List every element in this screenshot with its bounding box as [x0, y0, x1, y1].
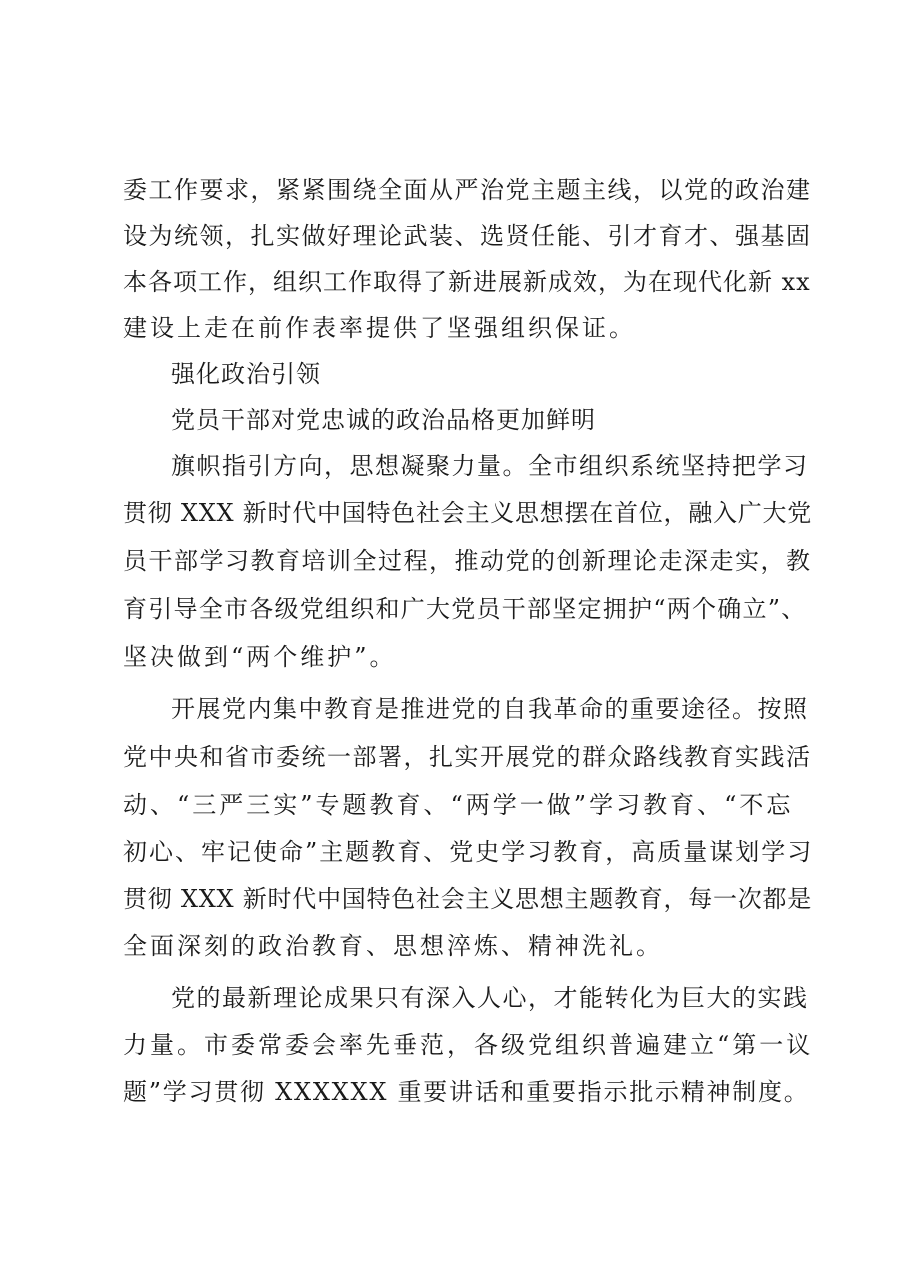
paragraph-line: 设为统领，扎实做好理论武装、选贤任能、引才育才、强基固 [123, 222, 812, 250]
paragraph-line: 员干部学习教育培训全过程，推动党的创新理论走深走实，教 [123, 547, 812, 575]
section-heading: 强化政治引领 [171, 360, 321, 388]
paragraph-line: 动、“三严三实”专题教育、“两学一做”学习教育、“不忘 [123, 791, 794, 819]
paragraph-line: 党中央和省市委统一部署，扎实开展党的群众路线教育实践活 [123, 743, 812, 771]
paragraph-line: 开展党内集中教育是推进党的自我革命的重要途径。按照 [171, 695, 809, 723]
paragraph-line: 本各项工作，组织工作取得了新进展新成效，为在现代化新 xx [123, 268, 811, 296]
paragraph-line: 建设上走在前作表率提供了坚强组织保证。 [123, 314, 636, 342]
paragraph-line: 题”学习贯彻 XXXXXX 重要讲话和重要指示批示精神制度。 [123, 1078, 810, 1106]
paragraph-line: 育引导全市各级党组织和广大党员干部坚定拥护“两个确立”、 [123, 595, 807, 623]
paragraph-line: 全面深刻的政治教育、思想淬炼、精神洗礼。 [123, 932, 663, 960]
paragraph-line: 党的最新理论成果只有深入人心，才能转化为巨大的实践 [171, 984, 809, 1012]
paragraph-line: 旗帜指引方向，思想凝聚力量。全市组织系统坚持把学习 [171, 452, 809, 480]
section-subheading: 党员干部对党忠诚的政治品格更加鲜明 [171, 406, 596, 434]
paragraph-line: 初心、牢记使命”主题教育、党史学习教育，高质量谋划学习 [123, 838, 814, 866]
paragraph-line: 坚决做到“两个维护”。 [123, 643, 397, 671]
paragraph-line: 委工作要求，紧紧围绕全面从严治党主题主线，以党的政治建 [123, 176, 812, 204]
paragraph-line: 贯彻 XXX 新时代中国特色社会主义思想主题教育，每一次都是 [123, 885, 813, 913]
paragraph-line: 贯彻 XXX 新时代中国特色社会主义思想摆在首位，融入广大党 [123, 499, 813, 527]
paragraph-line: 力量。市委常委会率先垂范，各级党组织普遍建立“第一议 [123, 1031, 814, 1059]
